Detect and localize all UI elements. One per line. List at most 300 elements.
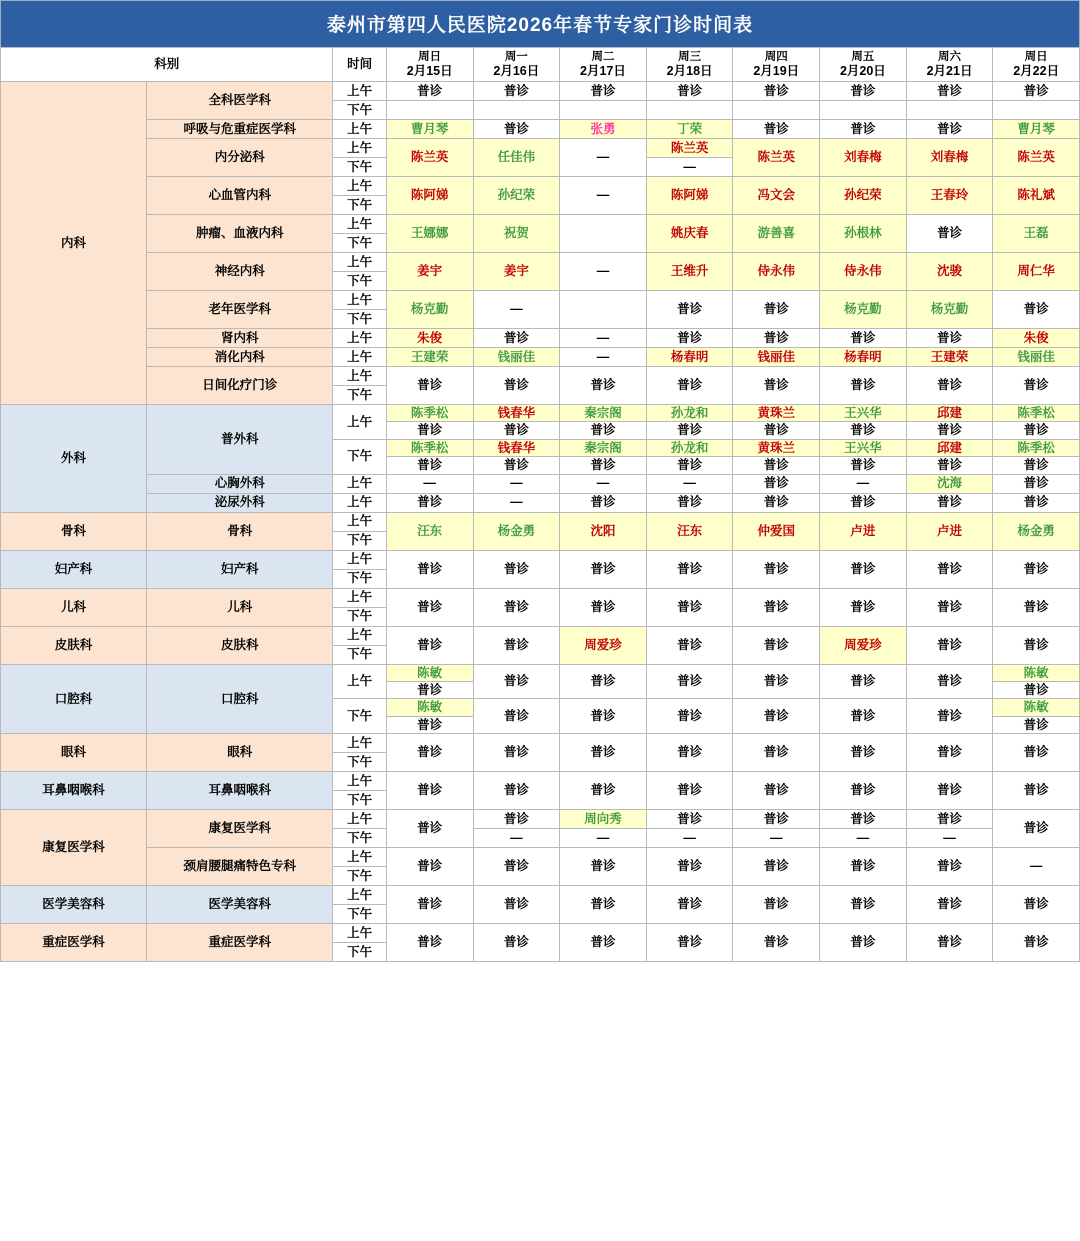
sub-dept-name-cell: 康复医学科 (147, 810, 333, 848)
schedule-cell[interactable] (560, 291, 647, 329)
schedule-cell[interactable]: 普诊 (646, 329, 733, 348)
schedule-cell[interactable]: 普诊 (473, 924, 560, 962)
schedule-cell[interactable]: 普诊 (646, 664, 733, 699)
schedule-cell[interactable]: 普诊 (733, 699, 820, 734)
header-day-2 (473, 48, 560, 82)
schedule-cell[interactable]: 普诊 (733, 550, 820, 588)
schedule-cell[interactable]: 普诊 (733, 474, 820, 493)
schedule-cell[interactable]: 普诊 (906, 626, 993, 664)
doctor-cell[interactable]: 姜宇 (386, 253, 473, 291)
schedule-cell[interactable]: 普诊 (993, 716, 1080, 733)
schedule-cell[interactable]: 普诊 (733, 329, 820, 348)
schedule-cell[interactable]: 普诊 (386, 848, 473, 886)
schedule-cell[interactable]: 普诊 (733, 772, 820, 810)
schedule-cell[interactable]: 普诊 (906, 664, 993, 699)
header-day-date: 2月18日 (666, 63, 713, 78)
doctor-cell[interactable]: 王磊 (993, 215, 1080, 253)
doctor-cell[interactable]: 秦宗阁 (560, 439, 647, 456)
schedule-cell[interactable]: 普诊 (386, 493, 473, 512)
doctor-cell[interactable]: 杨春明 (646, 348, 733, 367)
schedule-cell[interactable]: 普诊 (733, 291, 820, 329)
doctor-cell[interactable]: 沈海 (906, 474, 993, 493)
doctor-cell[interactable]: 陈敏 (386, 699, 473, 716)
schedule-cell[interactable]: 普诊 (646, 848, 733, 886)
schedule-cell[interactable]: 普诊 (820, 810, 907, 829)
time-slot-cell: 上午 (333, 772, 386, 791)
doctor-cell[interactable]: 侍永伟 (820, 253, 907, 291)
doctor-cell[interactable]: 汪东 (646, 512, 733, 550)
schedule-cell[interactable]: 普诊 (473, 626, 560, 664)
header-day-date: 2月21日 (926, 63, 973, 78)
schedule-cell[interactable]: 普诊 (906, 367, 993, 405)
schedule-cell[interactable]: 普诊 (646, 924, 733, 962)
time-slot-cell: 上午 (333, 664, 386, 699)
sub-dept-name-cell: 消化内科 (147, 348, 333, 367)
schedule-cell[interactable]: — (646, 158, 733, 177)
schedule-cell[interactable]: 普诊 (473, 810, 560, 829)
doctor-cell[interactable]: 王兴华 (820, 439, 907, 456)
schedule-cell[interactable]: — (473, 291, 560, 329)
schedule-cell[interactable]: 普诊 (733, 493, 820, 512)
table-row (1, 848, 1080, 867)
doctor-cell[interactable]: 姚庆春 (646, 215, 733, 253)
schedule-cell[interactable]: 普诊 (820, 457, 907, 474)
sub-dept-name-cell: 重症医学科 (147, 924, 333, 962)
doctor-cell[interactable]: 周向秀 (560, 810, 647, 829)
schedule-cell[interactable]: 普诊 (906, 82, 993, 101)
doctor-cell[interactable]: 刘春梅 (906, 139, 993, 177)
time-slot-cell: 上午 (333, 734, 386, 753)
header-day-weekday: 周日 (1024, 50, 1048, 63)
schedule-cell[interactable] (646, 101, 733, 120)
schedule-cell[interactable]: 普诊 (473, 422, 560, 439)
doctor-cell[interactable]: 邱建 (906, 439, 993, 456)
doctor-cell[interactable]: 王娜娜 (386, 215, 473, 253)
schedule-cell[interactable]: 普诊 (386, 734, 473, 772)
schedule-cell[interactable] (473, 101, 560, 120)
schedule-cell[interactable]: 普诊 (993, 626, 1080, 664)
doctor-cell[interactable]: 王春玲 (906, 177, 993, 215)
schedule-cell[interactable]: 普诊 (993, 474, 1080, 493)
schedule-cell[interactable]: 普诊 (906, 493, 993, 512)
schedule-cell[interactable]: 普诊 (646, 457, 733, 474)
doctor-cell[interactable]: 杨克勤 (820, 291, 907, 329)
schedule-cell[interactable]: — (560, 474, 647, 493)
schedule-cell[interactable]: 普诊 (733, 810, 820, 829)
schedule-cell[interactable]: 普诊 (560, 848, 647, 886)
schedule-cell[interactable]: 普诊 (386, 422, 473, 439)
doctor-cell[interactable]: 陈兰英 (993, 139, 1080, 177)
doctor-cell[interactable]: 卢进 (906, 512, 993, 550)
schedule-cell[interactable]: — (473, 474, 560, 493)
schedule-cell[interactable]: — (560, 177, 647, 215)
doctor-cell[interactable]: 陈阿娣 (386, 177, 473, 215)
sub-dept-name-cell: 口腔科 (147, 664, 333, 734)
doctor-cell[interactable]: 曹月琴 (386, 120, 473, 139)
doctor-cell[interactable]: 秦宗阁 (560, 405, 647, 422)
schedule-cell[interactable]: — (560, 829, 647, 848)
doctor-cell[interactable]: 周仁华 (993, 253, 1080, 291)
schedule-cell[interactable]: — (560, 139, 647, 177)
schedule-cell[interactable]: 普诊 (560, 886, 647, 924)
schedule-cell[interactable]: 普诊 (560, 772, 647, 810)
schedule-cell[interactable]: 普诊 (386, 886, 473, 924)
schedule-cell[interactable]: 普诊 (733, 886, 820, 924)
schedule-cell[interactable]: 普诊 (906, 734, 993, 772)
schedule-cell[interactable]: 普诊 (733, 120, 820, 139)
time-slot-cell: 上午 (333, 810, 386, 829)
schedule-cell[interactable]: 普诊 (733, 457, 820, 474)
doctor-cell[interactable]: 陈敏 (993, 699, 1080, 716)
doctor-cell[interactable]: 刘春梅 (820, 139, 907, 177)
schedule-cell[interactable]: 普诊 (820, 329, 907, 348)
schedule-cell[interactable]: 普诊 (906, 924, 993, 962)
schedule-cell[interactable]: — (560, 253, 647, 291)
schedule-cell[interactable]: 普诊 (906, 848, 993, 886)
schedule-cell[interactable]: 普诊 (473, 734, 560, 772)
doctor-cell[interactable]: 陈季松 (386, 405, 473, 422)
schedule-cell[interactable]: 普诊 (906, 215, 993, 253)
table-row (1, 772, 1080, 791)
schedule-cell[interactable]: 普诊 (820, 367, 907, 405)
schedule-cell[interactable]: 普诊 (560, 734, 647, 772)
table-body (1, 82, 1080, 962)
schedule-cell[interactable]: 普诊 (820, 924, 907, 962)
schedule-cell[interactable]: 普诊 (560, 82, 647, 101)
doctor-cell[interactable]: 孙根林 (820, 215, 907, 253)
header-day-weekday: 周二 (591, 50, 615, 63)
schedule-cell[interactable]: 普诊 (646, 493, 733, 512)
schedule-cell[interactable]: — (386, 474, 473, 493)
doctor-cell[interactable]: 陈季松 (993, 405, 1080, 422)
schedule-cell[interactable]: 普诊 (820, 120, 907, 139)
doctor-cell[interactable]: 杨金勇 (473, 512, 560, 550)
schedule-cell[interactable]: — (646, 829, 733, 848)
schedule-cell[interactable]: 普诊 (386, 681, 473, 698)
schedule-cell[interactable]: 普诊 (646, 550, 733, 588)
schedule-cell[interactable]: 普诊 (993, 82, 1080, 101)
doctor-cell[interactable]: 钱丽佳 (473, 348, 560, 367)
schedule-cell[interactable]: 普诊 (646, 734, 733, 772)
schedule-cell[interactable]: 普诊 (906, 699, 993, 734)
doctor-cell[interactable]: 任佳伟 (473, 139, 560, 177)
sub-dept-name-cell: 医学美容科 (147, 886, 333, 924)
schedule-cell[interactable]: 普诊 (733, 588, 820, 626)
schedule-cell[interactable]: 普诊 (646, 810, 733, 829)
schedule-cell[interactable]: 普诊 (560, 699, 647, 734)
doctor-cell[interactable]: 钱丽佳 (993, 348, 1080, 367)
schedule-cell[interactable]: — (560, 348, 647, 367)
doctor-cell[interactable]: 游善喜 (733, 215, 820, 253)
schedule-cell[interactable]: 普诊 (820, 550, 907, 588)
schedule-cell[interactable]: 普诊 (386, 457, 473, 474)
page-title: 泰州市第四人民医院2026年春节专家门诊时间表 (0, 0, 1080, 47)
schedule-cell[interactable]: 普诊 (473, 772, 560, 810)
schedule-cell[interactable]: 普诊 (386, 550, 473, 588)
schedule-cell[interactable]: 普诊 (733, 422, 820, 439)
schedule-cell[interactable]: 普诊 (646, 422, 733, 439)
doctor-cell[interactable]: 丁荣 (646, 120, 733, 139)
schedule-cell[interactable]: 普诊 (646, 772, 733, 810)
doctor-cell[interactable]: 孙龙和 (646, 405, 733, 422)
doctor-cell[interactable]: 陈季松 (993, 439, 1080, 456)
doctor-cell[interactable]: 黄珠兰 (733, 405, 820, 422)
schedule-cell[interactable]: — (820, 829, 907, 848)
doctor-cell[interactable]: 卢进 (820, 512, 907, 550)
schedule-cell[interactable]: 普诊 (820, 886, 907, 924)
time-slot-cell: 上午 (333, 493, 386, 512)
schedule-cell[interactable]: 普诊 (646, 588, 733, 626)
doctor-cell[interactable]: 陈兰英 (646, 139, 733, 158)
schedule-cell[interactable]: 普诊 (820, 422, 907, 439)
schedule-cell[interactable]: 普诊 (733, 734, 820, 772)
schedule-cell[interactable]: 普诊 (386, 772, 473, 810)
sub-dept-name-cell: 骨科 (147, 512, 333, 550)
schedule-cell[interactable]: — (560, 329, 647, 348)
schedule-cell[interactable]: 普诊 (733, 82, 820, 101)
schedule-cell[interactable]: 普诊 (560, 924, 647, 962)
schedule-cell[interactable]: 普诊 (560, 367, 647, 405)
schedule-cell[interactable]: 普诊 (906, 457, 993, 474)
schedule-cell[interactable]: 普诊 (906, 810, 993, 829)
doctor-cell[interactable]: 陈兰英 (386, 139, 473, 177)
schedule-cell[interactable]: 普诊 (646, 82, 733, 101)
schedule-cell[interactable]: 普诊 (993, 734, 1080, 772)
doctor-cell[interactable]: 陈兰英 (733, 139, 820, 177)
schedule-cell[interactable]: 普诊 (473, 329, 560, 348)
schedule-cell[interactable]: 普诊 (820, 848, 907, 886)
doctor-cell[interactable]: 沈骏 (906, 253, 993, 291)
doctor-cell[interactable]: 周爱珍 (820, 626, 907, 664)
schedule-cell[interactable]: 普诊 (733, 848, 820, 886)
schedule-cell[interactable]: 普诊 (733, 367, 820, 405)
dept-name-cell: 医学美容科 (1, 886, 147, 924)
sub-dept-name-cell: 呼吸与危重症医学科 (147, 120, 333, 139)
schedule-cell[interactable]: 普诊 (560, 664, 647, 699)
schedule-cell[interactable]: 普诊 (473, 120, 560, 139)
time-slot-cell: 上午 (333, 82, 386, 101)
schedule-cell[interactable]: 普诊 (473, 664, 560, 699)
table-row (1, 82, 1080, 101)
sub-dept-name-cell: 日间化疗门诊 (147, 367, 333, 405)
schedule-cell[interactable]: 普诊 (993, 550, 1080, 588)
table-row (1, 588, 1080, 607)
schedule-cell[interactable]: 普诊 (473, 886, 560, 924)
schedule-cell[interactable]: 普诊 (473, 82, 560, 101)
table-row (1, 291, 1080, 310)
schedule-cell[interactable]: 普诊 (733, 924, 820, 962)
doctor-cell[interactable]: 陈敏 (386, 664, 473, 681)
table-row (1, 139, 1080, 158)
doctor-cell[interactable]: 王维升 (646, 253, 733, 291)
schedule-cell[interactable]: 普诊 (993, 588, 1080, 626)
schedule-cell[interactable]: 普诊 (993, 886, 1080, 924)
time-slot-cell: 上午 (333, 626, 386, 645)
header-day-date: 2月22日 (1013, 63, 1060, 78)
schedule-cell[interactable]: 普诊 (906, 550, 993, 588)
doctor-cell[interactable]: 姜宇 (473, 253, 560, 291)
doctor-cell[interactable]: 侍永伟 (733, 253, 820, 291)
schedule-cell[interactable] (733, 101, 820, 120)
schedule-cell[interactable]: 普诊 (733, 664, 820, 699)
doctor-cell[interactable]: 钱丽佳 (733, 348, 820, 367)
doctor-cell[interactable]: 孙龙和 (646, 439, 733, 456)
schedule-cell[interactable]: 普诊 (386, 82, 473, 101)
sub-dept-name-cell: 眼科 (147, 734, 333, 772)
schedule-cell[interactable]: — (820, 474, 907, 493)
schedule-cell[interactable]: — (906, 829, 993, 848)
doctor-cell[interactable]: 周爱珍 (560, 626, 647, 664)
doctor-cell[interactable]: 汪东 (386, 512, 473, 550)
schedule-cell[interactable]: 普诊 (993, 422, 1080, 439)
header-day-6 (820, 48, 907, 82)
schedule-cell[interactable]: 普诊 (473, 588, 560, 626)
doctor-cell[interactable]: 王兴华 (820, 405, 907, 422)
sub-dept-name-cell: 妇产科 (147, 550, 333, 588)
doctor-cell[interactable]: 仲爱国 (733, 512, 820, 550)
schedule-cell[interactable]: — (473, 493, 560, 512)
header-day-date: 2月20日 (839, 63, 886, 78)
schedule-cell[interactable]: 普诊 (820, 493, 907, 512)
dept-name-cell: 妇产科 (1, 550, 147, 588)
time-slot-cell: 上午 (333, 329, 386, 348)
doctor-cell[interactable]: 王建荣 (906, 348, 993, 367)
schedule-cell[interactable]: 普诊 (560, 493, 647, 512)
schedule-cell[interactable]: 普诊 (386, 924, 473, 962)
schedule-cell[interactable]: 普诊 (560, 588, 647, 626)
schedule-cell[interactable]: 普诊 (820, 699, 907, 734)
schedule-cell[interactable]: 普诊 (993, 457, 1080, 474)
schedule-cell[interactable]: 普诊 (560, 457, 647, 474)
dept-name-cell: 骨科 (1, 512, 147, 550)
schedule-cell[interactable]: 普诊 (820, 772, 907, 810)
doctor-cell[interactable]: 陈阿娣 (646, 177, 733, 215)
doctor-cell[interactable]: 邱建 (906, 405, 993, 422)
schedule-cell[interactable] (386, 101, 473, 120)
schedule-cell[interactable]: 普诊 (906, 329, 993, 348)
time-slot-cell: 下午 (333, 699, 386, 734)
time-slot-cell: 下午 (333, 943, 386, 962)
schedule-cell[interactable]: 普诊 (473, 699, 560, 734)
time-slot-cell: 上午 (333, 924, 386, 943)
time-slot-cell: 上午 (333, 550, 386, 569)
schedule-cell[interactable]: 普诊 (906, 422, 993, 439)
schedule-cell[interactable]: — (993, 848, 1080, 886)
doctor-cell[interactable]: 冯文会 (733, 177, 820, 215)
schedule-cell[interactable]: 普诊 (906, 772, 993, 810)
schedule-cell[interactable]: 普诊 (820, 588, 907, 626)
doctor-cell[interactable]: 黄珠兰 (733, 439, 820, 456)
schedule-cell[interactable]: 普诊 (646, 886, 733, 924)
doctor-cell[interactable]: 孙纪荣 (473, 177, 560, 215)
time-slot-cell: 上午 (333, 588, 386, 607)
schedule-cell[interactable]: 普诊 (993, 810, 1080, 848)
time-slot-cell: 上午 (333, 474, 386, 493)
schedule-cell[interactable]: 普诊 (473, 848, 560, 886)
header-dept: 科别 (1, 48, 333, 82)
doctor-cell[interactable]: 钱春华 (473, 405, 560, 422)
schedule-cell[interactable] (820, 101, 907, 120)
schedule-cell[interactable] (906, 101, 993, 120)
schedule-cell[interactable]: 普诊 (993, 681, 1080, 698)
header-day-8 (993, 48, 1080, 82)
schedule-cell[interactable]: 普诊 (386, 716, 473, 733)
time-slot-cell: 下午 (333, 607, 386, 626)
schedule-cell[interactable]: 普诊 (560, 422, 647, 439)
schedule-cell[interactable]: 普诊 (906, 588, 993, 626)
dept-name-cell: 儿科 (1, 588, 147, 626)
doctor-cell[interactable]: 沈阳 (560, 512, 647, 550)
time-slot-cell: 上午 (333, 139, 386, 158)
schedule-cell[interactable]: 普诊 (993, 493, 1080, 512)
doctor-cell[interactable]: 曹月琴 (993, 120, 1080, 139)
schedule-cell[interactable]: 普诊 (646, 291, 733, 329)
schedule-cell[interactable]: 普诊 (993, 367, 1080, 405)
time-slot-cell: 下午 (333, 158, 386, 177)
doctor-cell[interactable]: 杨金勇 (993, 512, 1080, 550)
doctor-cell[interactable]: 王建荣 (386, 348, 473, 367)
schedule-cell[interactable] (560, 101, 647, 120)
schedule-cell[interactable] (993, 101, 1080, 120)
time-slot-cell: 上午 (333, 120, 386, 139)
doctor-cell[interactable]: 朱俊 (993, 329, 1080, 348)
schedule-cell[interactable]: 普诊 (820, 82, 907, 101)
schedule-cell[interactable]: 普诊 (386, 367, 473, 405)
schedule-cell[interactable] (560, 215, 647, 253)
dept-name-cell: 口腔科 (1, 664, 147, 734)
header-day-4 (646, 48, 733, 82)
schedule-cell[interactable]: 普诊 (820, 664, 907, 699)
schedule-cell[interactable]: 普诊 (386, 810, 473, 848)
schedule-cell[interactable]: 普诊 (386, 626, 473, 664)
header-day-3 (560, 48, 647, 82)
schedule-cell[interactable]: — (473, 829, 560, 848)
schedule-cell[interactable]: 普诊 (906, 886, 993, 924)
doctor-cell[interactable]: 杨克勤 (906, 291, 993, 329)
schedule-cell[interactable]: 普诊 (646, 367, 733, 405)
doctor-cell[interactable]: 孙纪荣 (820, 177, 907, 215)
doctor-cell[interactable]: 钱春华 (473, 439, 560, 456)
schedule-cell[interactable]: 普诊 (646, 626, 733, 664)
schedule-cell[interactable]: 普诊 (820, 734, 907, 772)
table-row (1, 626, 1080, 645)
schedule-cell[interactable]: 普诊 (386, 588, 473, 626)
doctor-cell[interactable]: 杨春明 (820, 348, 907, 367)
doctor-cell[interactable]: 朱俊 (386, 329, 473, 348)
schedule-cell[interactable]: 普诊 (993, 772, 1080, 810)
schedule-cell[interactable]: 普诊 (646, 699, 733, 734)
schedule-cell[interactable]: 普诊 (473, 550, 560, 588)
doctor-cell[interactable]: 杨克勤 (386, 291, 473, 329)
schedule-cell[interactable]: 普诊 (473, 367, 560, 405)
doctor-cell[interactable]: 张勇 (560, 120, 647, 139)
schedule-cell[interactable]: 普诊 (560, 550, 647, 588)
doctor-cell[interactable]: 陈礼斌 (993, 177, 1080, 215)
schedule-cell[interactable]: 普诊 (993, 291, 1080, 329)
schedule-cell[interactable]: 普诊 (473, 457, 560, 474)
schedule-cell[interactable]: 普诊 (993, 924, 1080, 962)
schedule-cell[interactable]: — (733, 829, 820, 848)
table-row (1, 253, 1080, 272)
doctor-cell[interactable]: 陈季松 (386, 439, 473, 456)
dept-name-cell: 外科 (1, 405, 147, 513)
schedule-cell[interactable]: 普诊 (733, 626, 820, 664)
doctor-cell[interactable]: 陈敏 (993, 664, 1080, 681)
schedule-cell[interactable]: — (646, 474, 733, 493)
dept-name-cell: 康复医学科 (1, 810, 147, 886)
schedule-cell[interactable]: 普诊 (906, 120, 993, 139)
doctor-cell[interactable]: 祝贺 (473, 215, 560, 253)
